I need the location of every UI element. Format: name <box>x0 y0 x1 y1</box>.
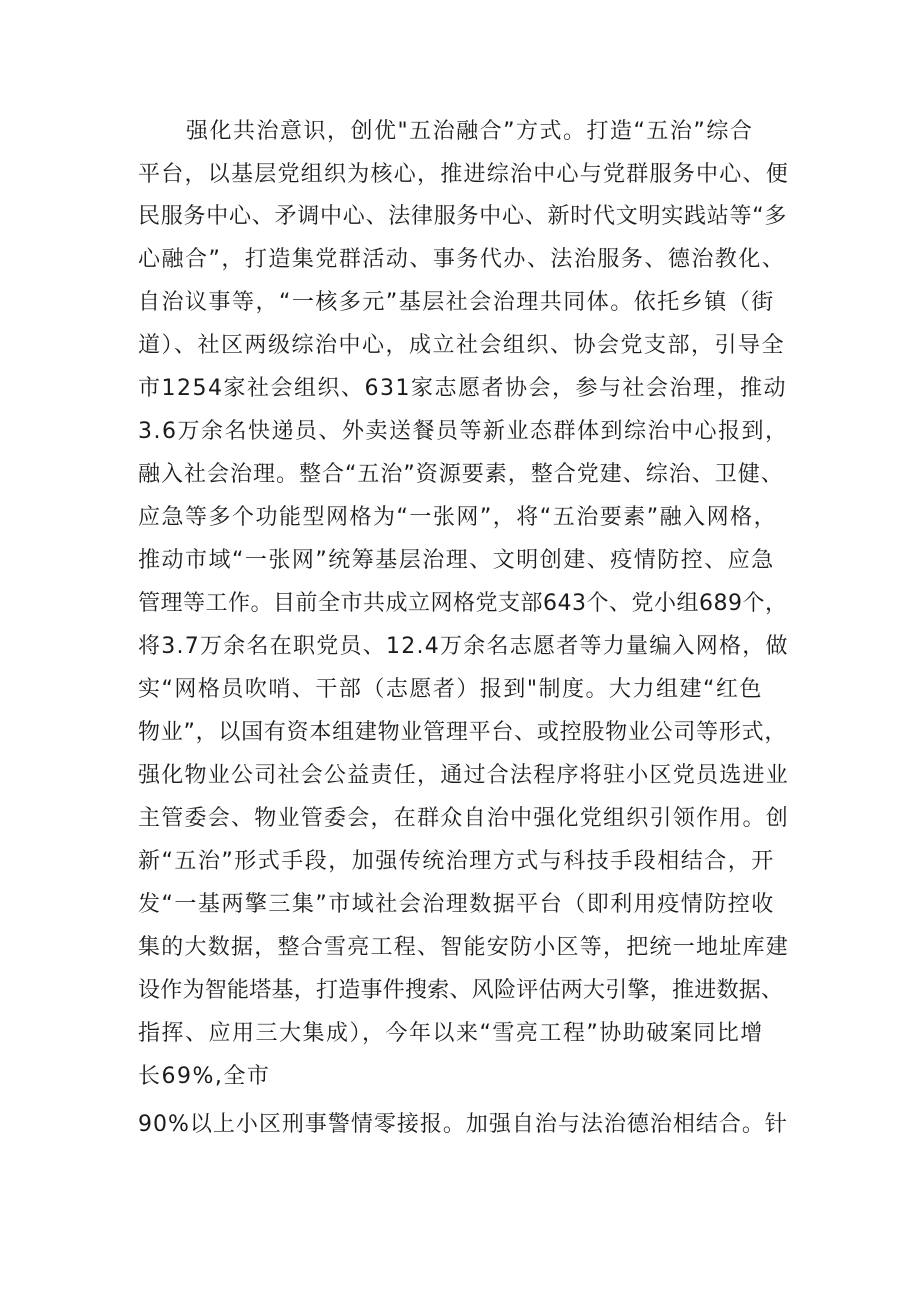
text-line: 平台，以基层党组织为核心，推进综治中心与党群服务中心、便 <box>138 162 790 187</box>
text-line: 新“五治”形式手段，加强传统治理方式与科技手段相结合，开 <box>138 849 775 874</box>
text-line: 心融合”，打造集党群活动、事务代办、法治服务、德治教化、 <box>138 247 786 272</box>
text-line: 集的大数据，整合雪亮工程、智能安防小区等，把统一地址库建 <box>138 935 790 960</box>
text-line: 强化共治意识，创优"五治融合”方式。打造“五治”综合 <box>186 119 754 144</box>
text-line: 融入社会治理。整合“五治”资源要素，整合党建、综治、卫健、 <box>138 462 784 487</box>
text-line: 指挥、应用三大集成），今年以来“雪亮工程”协助破案同比增 <box>138 1021 764 1046</box>
text-line: 强化物业公司社会公益责任，通过合法程序将驻小区党员选进业 <box>138 763 790 788</box>
text-line: 发“一基两擎三集”市域社会治理数据平台（即利用疫情防控收 <box>138 892 775 917</box>
text-line: 3.6万余名快递员、外卖送餐员等新业态群体到综治中心报到， <box>138 419 789 444</box>
text-line: 主管委会、物业管委会，在群众自治中强化党组织引领作用。创 <box>138 806 790 831</box>
text-line: 实“网格员吹哨、干部（志愿者）报到"制度。大力组建“红色 <box>138 677 763 702</box>
text-line: 民服务中心、矛调中心、法律服务中心、新时代文明实践站等“多 <box>138 204 788 229</box>
text-line: 推动市域“一张网”统筹基层治理、文明创建、疫情防控、应急 <box>138 548 775 573</box>
text-line: 市1254家社会组织、631家志愿者协会，参与社会治理，推动 <box>138 376 787 401</box>
text-line: 长69%,全市 <box>138 1064 271 1089</box>
text-line: 管理等工作。目前全市共成立网格党支部643个、党小组689个， <box>138 591 788 616</box>
text-line: 设作为智能塔基，打造事件搜索、风险评估两大引擎，推进数据、 <box>138 978 784 1003</box>
text-line: 应急等多个功能型网格为“一张网”，将“五治要素”融入网格， <box>138 505 778 530</box>
text-line: 将3.7万余名在职党员、12.4万余名志愿者等力量编入网格，做 <box>138 634 789 659</box>
text-line: 90%以上小区刑事警情零接报。加强自治与法治德治相结合。针 <box>138 1112 788 1137</box>
text-line: 物业”，以国有资本组建物业管理平台、或控股物业公司等形式， <box>138 720 788 745</box>
text-line: 自治议事等，“一核多元”基层社会治理共同体。依托乡镇（街 <box>138 290 775 315</box>
text-line: 道）、社区两级综治中心，成立社会组织、协会党支部，引导全 <box>138 333 786 358</box>
